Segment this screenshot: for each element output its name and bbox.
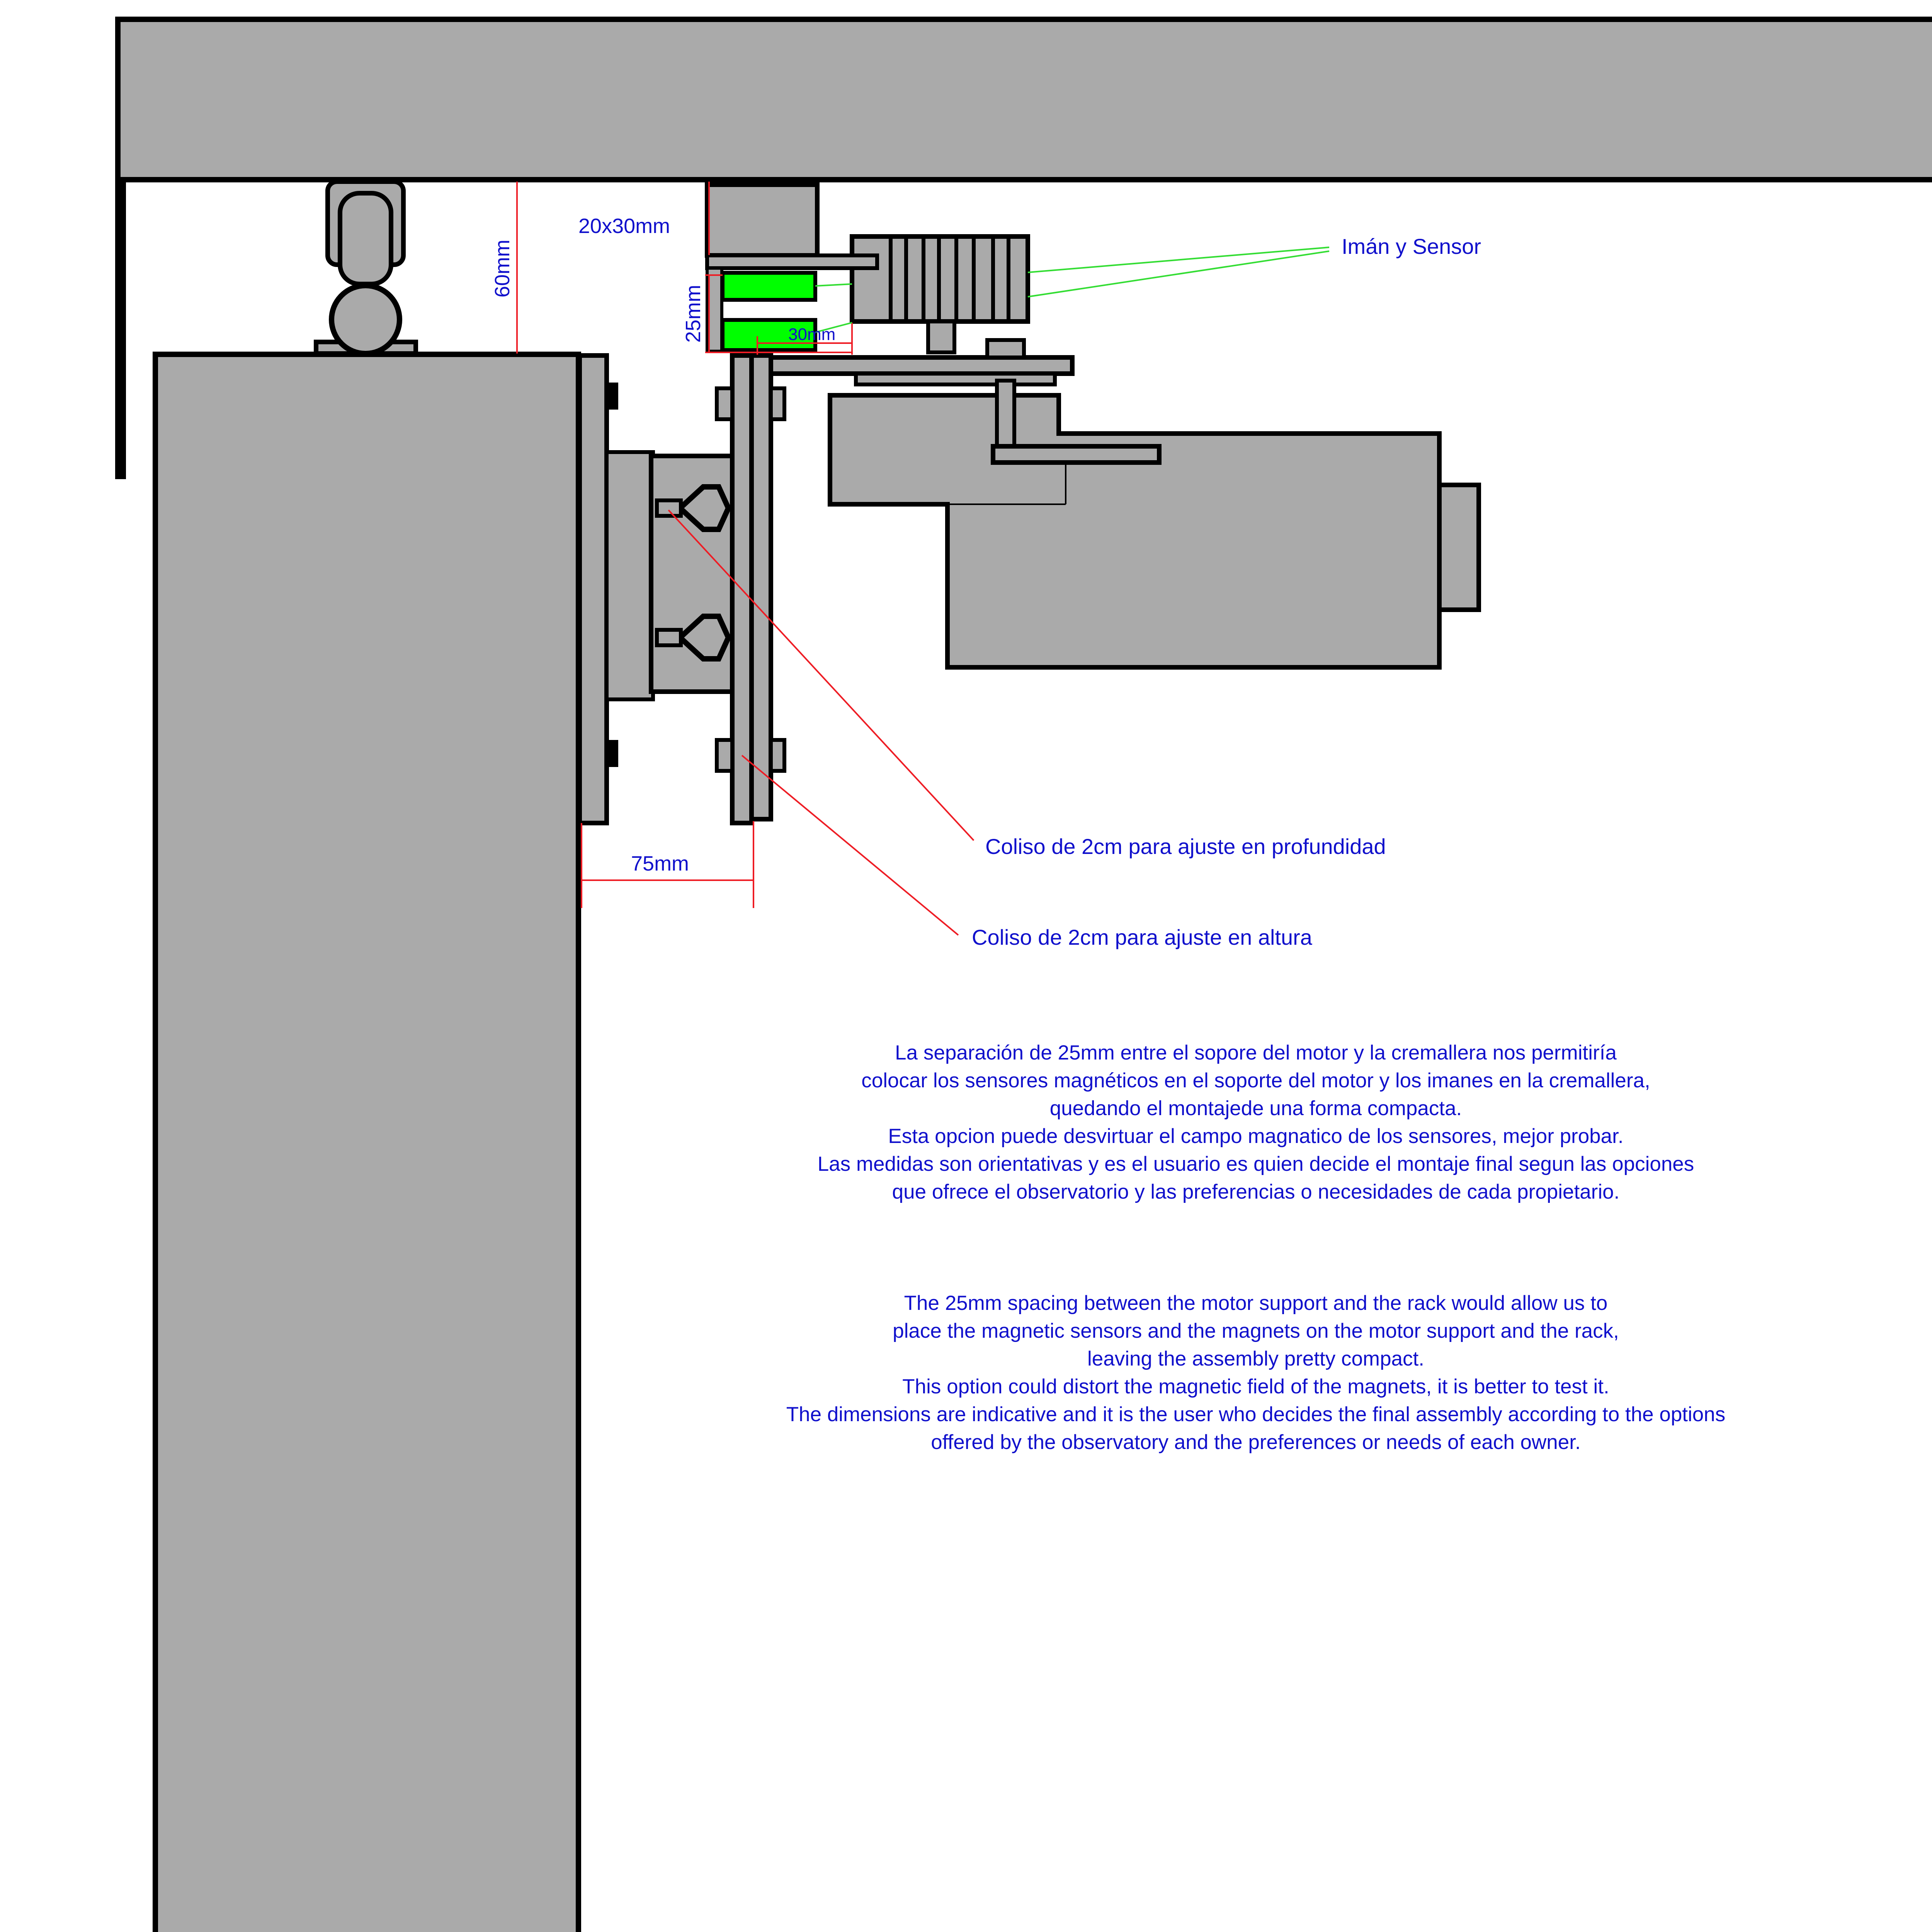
svg-text:La separación de 25mm entre el: La separación de 25mm entre el sopore del motor y la cremallera nos permitiría bbox=[895, 1041, 1617, 1064]
svg-text:The dimensions are indicative: The dimensions are indicative and it is the user who decides the final assembly according to the options bbox=[786, 1403, 1726, 1426]
svg-text:The 25mm spacing between the m: The 25mm spacing between the motor support and the rack would allow us to bbox=[904, 1292, 1608, 1315]
dim-30mm: 30mm bbox=[788, 325, 836, 344]
dim-75mm: 75mm bbox=[631, 852, 689, 875]
svg-text:leaving the assembly pretty co: leaving the assembly pretty compact. bbox=[1087, 1347, 1424, 1370]
svg-text:This option could distort the: This option could distort the magnetic field of the magnets, it is better to test it. bbox=[902, 1375, 1609, 1398]
roof-wall bbox=[155, 354, 578, 1932]
svg-text:place the magnetic sensors and: place the magnetic sensors and the magnets on the motor support and the rack, bbox=[893, 1320, 1619, 1342]
label-coliso-profundidad: Coliso de 2cm para ajuste en profundidad bbox=[985, 834, 1386, 859]
svg-text:colocar los sensores magnético: colocar los sensores magnéticos en el soporte del motor y los imanes en la cremallera, bbox=[861, 1069, 1650, 1092]
label-coliso-altura: Coliso de 2cm para ajuste en altura bbox=[972, 925, 1312, 949]
svg-text:Esta opcion puede desvirtuar: Esta opcion puede desvirtuar el campo magnatico de los sensores, mejor probar. bbox=[888, 1125, 1624, 1148]
dim-25mm: 25mm bbox=[682, 284, 705, 343]
svg-text:que ofrece el observatorio y l: que ofrece el observatorio y las preferencias o necesidades de cada propietario. bbox=[892, 1180, 1620, 1203]
svg-text:quedando el montajede una form: quedando el montajede una forma compacta. bbox=[1049, 1097, 1462, 1120]
label-iman-sensor: Imán y Sensor bbox=[1342, 234, 1481, 259]
svg-text:offered by the observatory and: offered by the observatory and the preferences or needs of each owner. bbox=[931, 1431, 1581, 1454]
magnet-block bbox=[723, 273, 815, 300]
dim-20x30mm: 20x30mm bbox=[578, 214, 670, 238]
dim-60mm: 60mm bbox=[491, 239, 514, 298]
svg-text:Las medidas son orientativas y: Las medidas son orientativas y es el usuario es quien decide el montaje final segun las opciones bbox=[817, 1153, 1694, 1175]
top-beam bbox=[118, 19, 1932, 180]
